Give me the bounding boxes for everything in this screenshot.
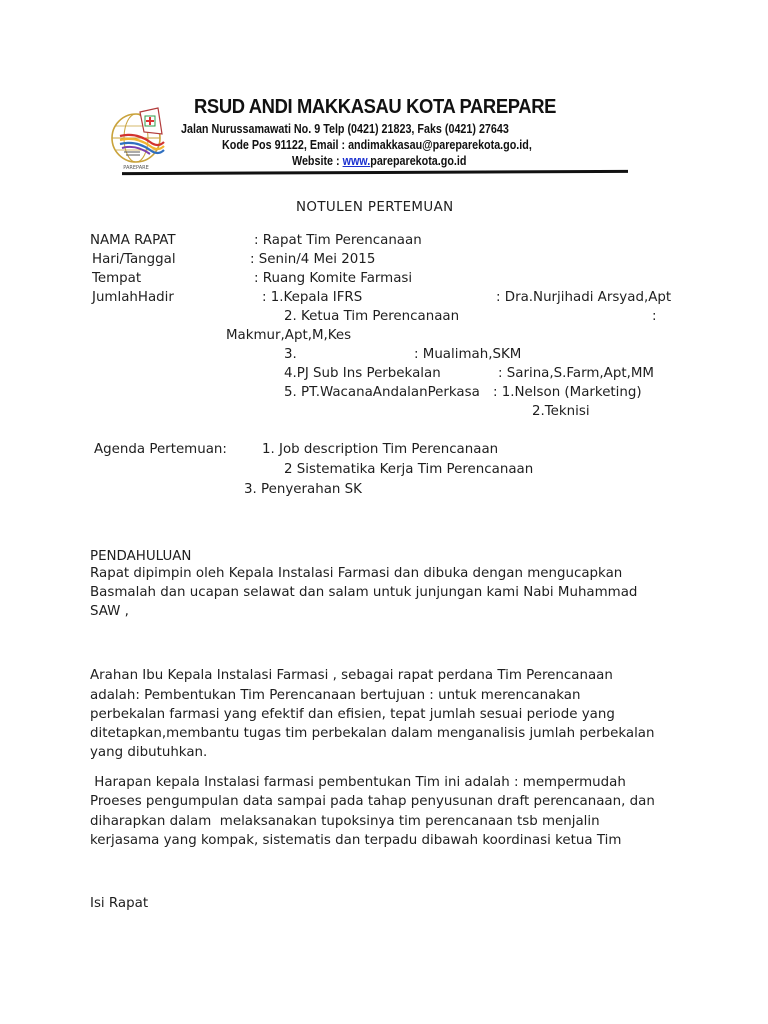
hadir-name-4: : Sarina,S.Farm,Apt,MM (498, 366, 654, 381)
nama-rapat-label: NAMA RAPAT (90, 233, 176, 248)
harapan-line-4: kerjasama yang kompak, sistematis dan terpadu dibawah koordinasi ketua Tim (90, 833, 622, 848)
agenda-item-2: 2 Sistematika Kerja Tim Perencanaan (284, 462, 534, 477)
pendahuluan-heading: PENDAHULUAN (90, 549, 192, 564)
isi-rapat-heading: Isi Rapat (90, 896, 149, 911)
website-line (292, 154, 466, 168)
nama-rapat-value: : Rapat Tim Perencanaan (254, 233, 422, 248)
hadir-name-1: : Dra.Nurjihadi Arsyad,Apt (496, 290, 672, 305)
hadir-name-3: : Mualimah,SKM (414, 347, 522, 362)
hadir-role-1: : 1.Kepala IFRS (262, 290, 363, 305)
letterhead-divider (122, 170, 628, 175)
hospital-name: RSUD ANDI MAKKASAU KOTA PAREPARE (194, 96, 557, 118)
address-line: Jalan Nurussamawati No. 9 Telp (0421) 21823, Faks (0421) 27643 (181, 122, 509, 136)
hadir-role-5: 5. PT.WacanaAndalanPerkasa (284, 385, 480, 400)
tempat-label: Tempat (92, 271, 142, 286)
document-title: NOTULEN PERTEMUAN (296, 200, 454, 215)
hadir-name-6: 2.Teknisi (532, 404, 590, 419)
hari-value: : Senin/4 Mei 2015 (250, 252, 376, 267)
arahan-line-4: ditetapkan,membantu tugas tim perbekalan dalam menganalisis jumlah perbekalan (90, 726, 655, 741)
website-link[interactable]: www. (342, 154, 371, 168)
pendahuluan-line-1: Rapat dipimpin oleh Kepala Instalasi Farmasi dan dibuka dengan mengucapkan (90, 566, 623, 581)
website-domain: pareparekota.go.id (370, 154, 467, 168)
arahan-line-5: yang dibutuhkan. (90, 745, 208, 760)
hadir-name-2: : (652, 309, 657, 324)
agenda-label: Agenda Pertemuan: (94, 442, 227, 457)
hadir-role-2: 2. Ketua Tim Perencanaan (284, 309, 460, 324)
pendahuluan-line-3: SAW , (90, 604, 129, 619)
hospital-logo-icon (106, 102, 172, 172)
tempat-value: : Ruang Komite Farmasi (254, 271, 413, 286)
arahan-line-1: Arahan Ibu Kepala Instalasi Farmasi , sebagai rapat perdana Tim Perencanaan (90, 668, 613, 683)
postal-email-line: Kode Pos 91122, Email : andimakkasau@pareparekota.go.id, (222, 138, 532, 152)
hadir-name-5: : 1.Nelson (Marketing) (493, 385, 642, 400)
hari-label: Hari/Tanggal (92, 252, 176, 267)
website-label: Website : (292, 154, 343, 168)
pendahuluan-line-2: Basmalah dan ucapan selawat dan salam untuk junjungan kami Nabi Muhammad (90, 585, 638, 600)
harapan-line-3: diharapkan dalam melaksanakan tupoksinya tim perencanaan tsb menjalin (90, 814, 600, 829)
svg-text:PAREPARE: PAREPARE (123, 165, 149, 171)
hadir-label: JumlahHadir (92, 290, 174, 305)
hadir-role-3: 3. (284, 347, 297, 362)
arahan-line-3: perbekalan farmasi yang efektif dan efisien, tepat jumlah sesuai periode yang (90, 707, 615, 722)
agenda-item-1: 1. Job description Tim Perencanaan (262, 442, 499, 457)
hadir-role-4: 4.PJ Sub Ins Perbekalan (284, 366, 441, 381)
arahan-line-2: adalah: Pembentukan Tim Perencanaan bertujuan : untuk merencanakan (90, 688, 581, 703)
harapan-line-1: Harapan kepala Instalasi farmasi pembentukan Tim ini adalah : mempermudah (90, 775, 626, 790)
harapan-line-2: Proeses pengumpulan data sampai pada tahap penyusunan draft perencanaan, dan (90, 794, 655, 809)
agenda-item-3: 3. Penyerahan SK (244, 482, 362, 497)
hadir-name-2-cont: Makmur,Apt,M,Kes (226, 328, 352, 343)
